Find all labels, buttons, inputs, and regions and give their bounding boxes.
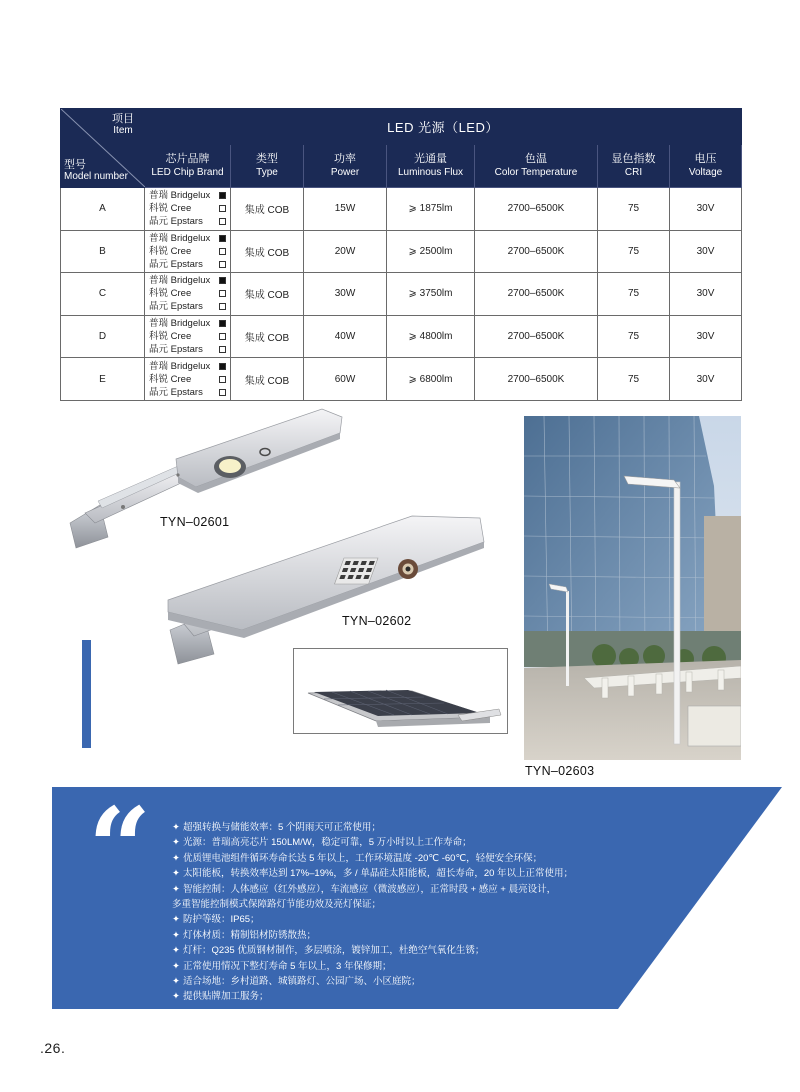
checkbox-icon	[219, 261, 226, 268]
type-cell: 集成 COB	[231, 188, 304, 231]
feature-text: 优质锂电池组件循环寿命长达 5 年以上，工作环境温度 -20℃ -60℃，轻便安全环保；	[182, 852, 543, 864]
brand-option	[149, 232, 230, 245]
flux-cell: ⩾ 2500lm	[387, 230, 475, 273]
feature-item	[172, 959, 642, 974]
checkbox-icon	[219, 235, 226, 242]
bullet-icon: ✦	[172, 945, 180, 957]
col-chip-brand: 芯片品牌 LED Chip Brand	[145, 145, 231, 188]
checkbox-icon	[219, 277, 226, 284]
power-cell: 15W	[304, 188, 387, 231]
feature-text: 提供贴牌加工服务；	[182, 991, 269, 1003]
brand-label: 普瑞 Bridgelux	[149, 190, 211, 202]
cri-cell: 75	[598, 358, 670, 401]
col-voltage: 电压 Voltage	[670, 145, 742, 188]
brand-label: 晶元 Epstars	[149, 301, 203, 313]
model-cell: C	[61, 273, 145, 316]
checkbox-icon	[219, 205, 226, 212]
brand-label: 晶元 Epstars	[149, 216, 203, 228]
model-cell: A	[61, 188, 145, 231]
flux-cell: ⩾ 6800lm	[387, 358, 475, 401]
cct-cell: 2700–6500K	[475, 273, 598, 316]
brand-option	[149, 317, 230, 330]
brand-label: 普瑞 Bridgelux	[149, 360, 211, 372]
bullet-icon: ✦	[172, 914, 180, 926]
brand-option	[149, 258, 230, 271]
table-row	[61, 273, 742, 316]
brand-option	[149, 287, 230, 300]
feature-item	[172, 882, 642, 897]
voltage-cell: 30V	[670, 273, 742, 316]
feature-text: 灯体材质：精制铝材防锈散热；	[182, 929, 316, 941]
cct-cell: 2700–6500K	[475, 230, 598, 273]
bullet-icon: ✦	[172, 883, 180, 895]
page-number: .26.	[40, 1040, 66, 1056]
checkbox-icon	[219, 290, 226, 297]
solar-panel-image	[294, 649, 507, 733]
checkbox-icon	[219, 389, 226, 396]
cct-cell: 2700–6500K	[475, 315, 598, 358]
col-cri: 显色指数 CRI	[598, 145, 670, 188]
model-cell: B	[61, 230, 145, 273]
voltage-cell: 30V	[670, 358, 742, 401]
feature-item	[172, 974, 642, 989]
feature-item	[172, 897, 642, 912]
brand-label: 科锐 Cree	[149, 331, 192, 343]
checkbox-icon	[219, 248, 226, 255]
brand-option	[149, 274, 230, 287]
feature-text: 智能控制：人体感应（红外感应），车流感应（微波感应），正常时段 + 感应 + 晨亮设计，	[182, 883, 557, 895]
cri-cell: 75	[598, 188, 670, 231]
item-label: 项目 Item	[112, 113, 134, 136]
brand-label: 晶元 Epstars	[149, 258, 203, 270]
checkbox-icon	[219, 303, 226, 310]
street-photo-image	[524, 416, 741, 760]
brand-option	[149, 300, 230, 313]
chip-brand-cell	[145, 315, 231, 358]
brand-label: 科锐 Cree	[149, 373, 192, 385]
bullet-icon: ✦	[172, 822, 180, 833]
chip-brand-cell	[145, 358, 231, 401]
brand-label: 晶元 Epstars	[149, 386, 203, 398]
flux-cell: ⩾ 1875lm	[387, 188, 475, 231]
cri-cell: 75	[598, 315, 670, 358]
brand-label: 科锐 Cree	[149, 245, 192, 257]
checkbox-icon	[219, 376, 226, 383]
feature-item	[172, 851, 642, 866]
flux-cell: ⩾ 3750lm	[387, 273, 475, 316]
brand-option	[149, 215, 230, 228]
col-power: 功率 Power	[304, 145, 387, 188]
flux-cell: ⩾ 4800lm	[387, 315, 475, 358]
cct-cell: 2700–6500K	[475, 358, 598, 401]
cri-cell: 75	[598, 273, 670, 316]
brand-label: 晶元 Epstars	[149, 344, 203, 356]
solar-panel-photo	[293, 648, 508, 734]
power-cell: 20W	[304, 230, 387, 273]
chip-brand-cell	[145, 273, 231, 316]
bullet-icon: ✦	[172, 960, 180, 972]
power-cell: 40W	[304, 315, 387, 358]
feature-item	[172, 989, 642, 1004]
checkbox-icon	[219, 346, 226, 353]
type-cell: 集成 COB	[231, 358, 304, 401]
bullet-icon: ✦	[172, 852, 180, 864]
bullet-icon: ✦	[172, 976, 180, 988]
product-image-tyn-02602	[162, 512, 487, 667]
feature-text: 灯杆：Q235 优质钢材制作，多层喷涂，镀锌加工，杜绝空气氧化生锈；	[182, 945, 485, 957]
checkbox-icon	[219, 333, 226, 340]
voltage-cell: 30V	[670, 188, 742, 231]
feature-text: 光源：普瑞高亮芯片 150LM/W，稳定可靠，5 万小时以上工作寿命；	[182, 837, 472, 849]
bullet-icon: ✦	[172, 991, 180, 1003]
feature-list	[172, 820, 642, 1005]
brand-label: 普瑞 Bridgelux	[149, 232, 211, 244]
product-caption-3: TYN–02603	[525, 764, 595, 778]
model-cell: E	[61, 358, 145, 401]
bullet-icon: ✦	[172, 868, 180, 880]
power-cell: 60W	[304, 358, 387, 401]
model-label: 型号 Model number	[64, 159, 128, 182]
type-cell: 集成 COB	[231, 230, 304, 273]
type-cell: 集成 COB	[231, 273, 304, 316]
brand-option	[149, 343, 230, 356]
feature-text: 多重智能控制模式保障路灯节能功效及亮灯保证；	[172, 899, 382, 911]
checkbox-icon	[219, 192, 226, 199]
col-type: 类型 Type	[231, 145, 304, 188]
voltage-cell: 30V	[670, 230, 742, 273]
product-caption-1: TYN–02601	[160, 515, 230, 529]
col-luminous-flux: 光通量 Luminous Flux	[387, 145, 475, 188]
col-color-temperature: 色温 Color Temperature	[475, 145, 598, 188]
checkbox-icon	[219, 363, 226, 370]
bullet-icon: ✦	[172, 929, 180, 941]
street-installation-photo	[524, 416, 741, 760]
feature-item	[172, 943, 642, 958]
chip-brand-cell	[145, 188, 231, 231]
brand-option	[149, 189, 230, 202]
table-row	[61, 358, 742, 401]
brand-option	[149, 245, 230, 258]
feature-item	[172, 820, 642, 835]
bullet-icon: ✦	[172, 837, 180, 849]
brand-label: 科锐 Cree	[149, 203, 192, 215]
feature-text: 防护等级：IP65；	[182, 914, 260, 926]
power-cell: 30W	[304, 273, 387, 316]
product-caption-2: TYN–02602	[342, 614, 412, 628]
brand-option	[149, 202, 230, 215]
brand-option	[149, 330, 230, 343]
feature-item	[172, 835, 642, 850]
checkbox-icon	[219, 320, 226, 327]
accent-bar	[82, 640, 91, 748]
feature-item	[172, 912, 642, 927]
feature-text: 正常使用情况下整灯寿命 5 年以上，3 年保修期；	[182, 960, 392, 972]
chip-brand-cell	[145, 230, 231, 273]
cct-cell: 2700–6500K	[475, 188, 598, 231]
brand-label: 科锐 Cree	[149, 288, 192, 300]
feature-item	[172, 928, 642, 943]
type-cell: 集成 COB	[231, 315, 304, 358]
header-diagonal-cell	[61, 109, 145, 188]
model-cell: D	[61, 315, 145, 358]
brand-option	[149, 360, 230, 373]
feature-text: 适合场地：乡村道路、城镇路灯、公园广场、小区庭院；	[182, 976, 421, 988]
table-row	[61, 188, 742, 231]
table-row	[61, 315, 742, 358]
spec-table	[60, 108, 742, 401]
brand-label: 普瑞 Bridgelux	[149, 318, 211, 330]
brand-label: 普瑞 Bridgelux	[149, 275, 211, 287]
led-source-header: LED 光源（LED）	[145, 109, 742, 145]
brand-option	[149, 386, 230, 399]
feature-text: 超强转换与储能效率：5 个阴雨天可正常使用；	[182, 822, 381, 833]
cri-cell: 75	[598, 230, 670, 273]
brand-option	[149, 373, 230, 386]
quote-mark: “	[88, 783, 152, 912]
voltage-cell: 30V	[670, 315, 742, 358]
feature-item	[172, 866, 642, 881]
table-row	[61, 230, 742, 273]
feature-text: 太阳能板，转换效率达到 17%–19%，多 / 单晶硅太阳能板，超长寿命，20 年以上正常使用；	[182, 868, 574, 880]
checkbox-icon	[219, 218, 226, 225]
